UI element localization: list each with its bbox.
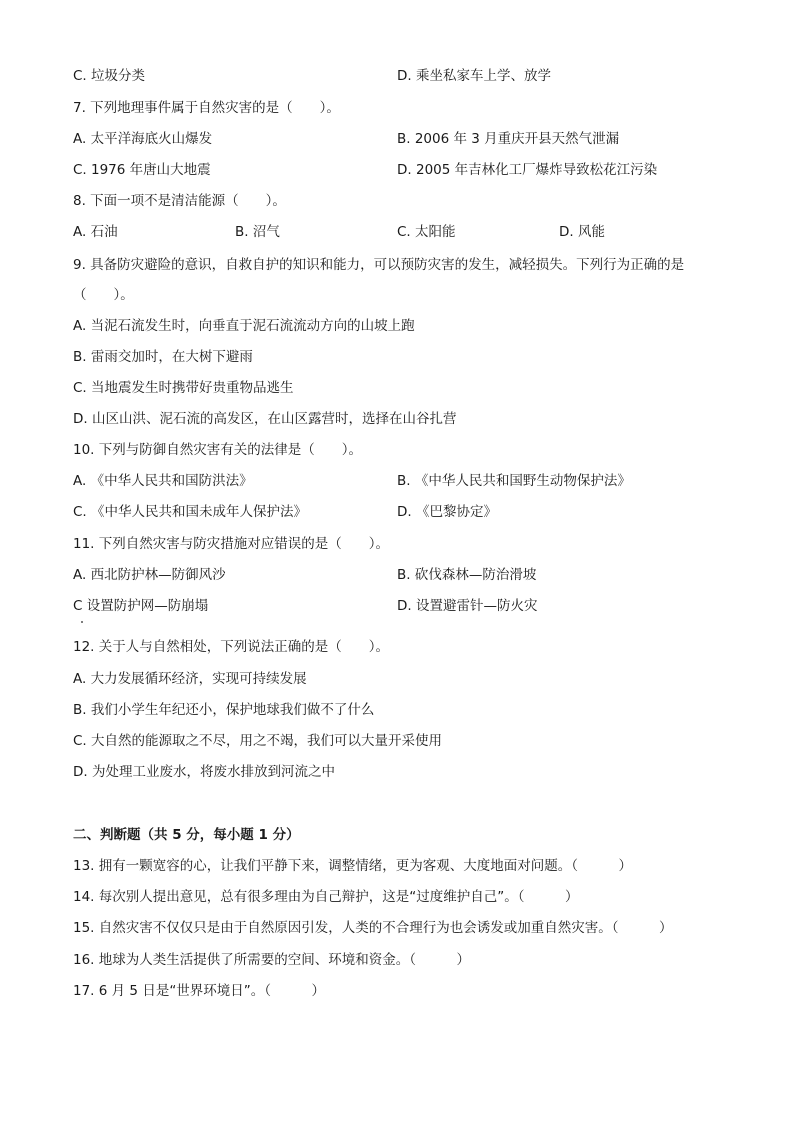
section-2-heading: 二、判断题（共 5 分，每小题 1 分） [73, 827, 300, 843]
q10-option-b: B. 《中华人民共和国野生动物保护法》 [397, 473, 631, 489]
q8-stem: 8. 下面一项不是清洁能源（ ）。 [73, 193, 286, 209]
q11-option-c: C 设置防护网—防崩塌 [73, 598, 209, 614]
q9-option-c: C. 当地震发生时携带好贵重物品逃生 [73, 380, 294, 396]
q11-option-d: D. 设置避雷针—防火灾 [397, 598, 538, 614]
q6-option-c: C. 垃圾分类 [73, 68, 146, 84]
q11-stem: 11. 下列自然灾害与防灾措施对应错误的是（ ）。 [73, 536, 390, 552]
q7-option-c: C. 1976 年唐山大地震 [73, 162, 211, 178]
q8-option-d: D. 风能 [559, 224, 605, 240]
q6-option-d: D. 乘坐私家车上学、放学 [397, 68, 551, 84]
q10-stem: 10. 下列与防御自然灾害有关的法律是（ ）。 [73, 442, 363, 458]
q8-option-a: A. 石油 [73, 224, 118, 240]
q7-option-b: B. 2006 年 3 月重庆开县天然气泄漏 [397, 131, 620, 147]
q9-option-a: A. 当泥石流发生时，向垂直于泥石流流动方向的山坡上跑 [73, 318, 415, 334]
q7-option-d: D. 2005 年吉林化工厂爆炸导致松花江污染 [397, 162, 658, 178]
judge-question-15: 15. 自然灾害不仅仅只是由于自然原因引发，人类的不合理行为也会诱发或加重自然灾害。（ ） [73, 920, 673, 936]
q12-stem: 12. 关于人与自然相处，下列说法正确的是（ ）。 [73, 639, 390, 655]
q12-option-b: B. 我们小学生年纪还小，保护地球我们做不了什么 [73, 702, 375, 718]
judge-question-13: 13. 拥有一颗宽容的心，让我们平静下来，调整情绪，更为客观、大度地面对问题。（ ） [73, 858, 633, 874]
q10-option-d: D. 《巴黎协定》 [397, 504, 497, 520]
q10-option-a: A. 《中华人民共和国防洪法》 [73, 473, 253, 489]
q9-option-d: D. 山区山洪、泥石流的高发区，在山区露营时，选择在山谷扎营 [73, 411, 457, 427]
q12-option-a: A. 大力发展循环经济，实现可持续发展 [73, 671, 307, 687]
q9-stem-line-1: 9. 具备防灾避险的意识，自救自护的知识和能力，可以预防灾害的发生，减轻损失。下列行为正确的是 [73, 257, 685, 273]
stray-dot [81, 621, 83, 623]
q8-option-c: C. 太阳能 [397, 224, 456, 240]
q9-option-b: B. 雷雨交加时，在大树下避雨 [73, 349, 253, 365]
judge-question-17: 17. 6 月 5 日是“世界环境日”。（ ） [73, 983, 326, 999]
q8-option-b: B. 沼气 [235, 224, 280, 240]
q11-option-b: B. 砍伐森林—防治滑坡 [397, 567, 537, 583]
q11-option-a: A. 西北防护林—防御风沙 [73, 567, 226, 583]
judge-question-16: 16. 地球为人类生活提供了所需要的空间、环境和资金。（ ） [73, 952, 471, 968]
q12-option-c: C. 大自然的能源取之不尽，用之不竭，我们可以大量开采使用 [73, 733, 443, 749]
judge-question-14: 14. 每次别人提出意见，总有很多理由为自己辩护，这是“过度维护自己”。（ ） [73, 889, 579, 905]
q10-option-c: C. 《中华人民共和国未成年人保护法》 [73, 504, 308, 520]
q7-option-a: A. 太平洋海底火山爆发 [73, 131, 213, 147]
q12-option-d: D. 为处理工业废水，将废水排放到河流之中 [73, 764, 335, 780]
q9-stem-line-2: （ ）。 [73, 287, 134, 303]
q7-stem: 7. 下列地理事件属于自然灾害的是（ ）。 [73, 100, 340, 116]
